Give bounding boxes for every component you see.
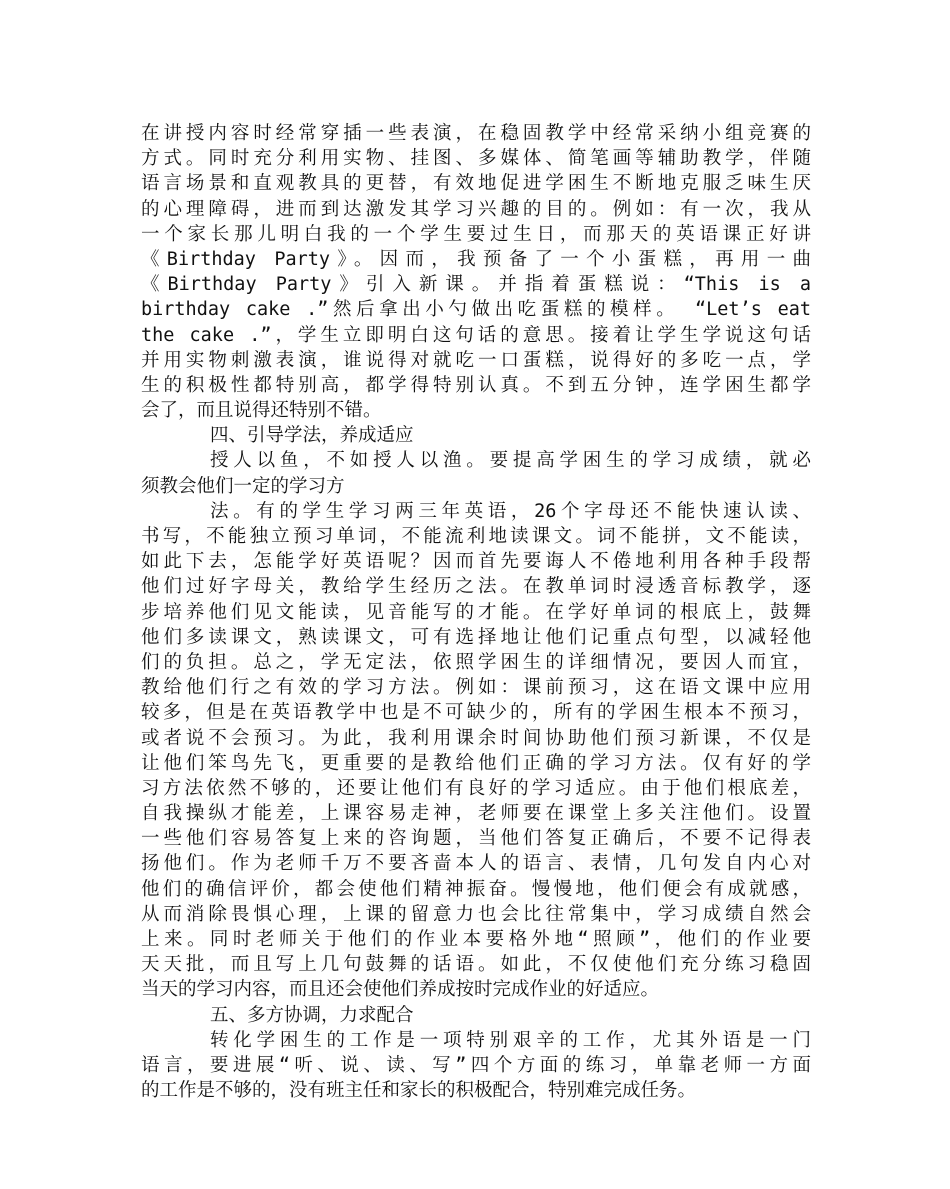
text-line: 会了，而且说得还特别不错。 <box>141 400 382 422</box>
text-line: 五、多方协调，力求配合 <box>210 1004 414 1026</box>
text-line: 或者说不会预习。为此，我利用课余时间协助他们预习新课，不仅是 <box>141 727 811 749</box>
text-line: 四、引导学法，养成适应 <box>210 425 414 447</box>
text-line: 们的负担。总之，学无定法，依照学困生的详细情况，要因人而宜， <box>141 651 811 673</box>
text-line: 的心理障碍，进而到达激发其学习兴趣的目的。例如：有一次，我从 <box>141 198 811 220</box>
text-line: 语言，要进展“听、说、读、写”四个方面的练习，单靠老师一方面 <box>141 1054 811 1076</box>
text-line: 如此下去，怎能学好英语呢？因而首先要诲人不倦地利用各种手段帮 <box>141 551 811 573</box>
text-line: 较多，但是在英语教学中也是不可缺少的，所有的学困生根本不预习， <box>141 702 811 724</box>
text-line: 扬他们。作为老师千万不要吝啬本人的语言、表情，几句发自内心对 <box>141 853 811 875</box>
text-line: 习方法依然不够的，还要让他们有良好的学习适应。由于他们根底差， <box>141 777 811 799</box>
text-line: 《Birthday Party》引入新课。并指着蛋糕说：“This is a <box>141 274 811 296</box>
text-line: 方式。同时充分利用实物、挂图、多媒体、简笔画等辅助教学，伴随 <box>141 148 811 170</box>
text-line: 上来。同时老师关于他们的作业本要格外地“照顾”，他们的作业要 <box>141 929 811 950</box>
text-line: 他们过好字母关，教给学生经历之法。在教单词时浸透音标教学，逐 <box>141 576 811 598</box>
text-line: 须教会他们一定的学习方 <box>141 475 345 497</box>
text-line: 法。有的学生学习两三年英语，26个字母还不能快速认读、 <box>210 500 811 522</box>
text-line: the cake .”，学生立即明白这句话的意思。接着让学生学说这句话 <box>141 324 811 346</box>
text-line: 生的积极性都特别高，都学得特别认真。不到五分钟，连学困生都学 <box>141 374 811 396</box>
text-line: 自我操纵才能差，上课容易走神，老师要在课堂上多关注他们。设置 <box>141 803 811 825</box>
text-line: 天天批，而且写上几句鼓舞的话语。如此，不仅使他们充分练习稳固 <box>141 954 811 976</box>
text-line: 他们多读课文，熟读课文，可有选择地让他们记重点句型，以减轻他 <box>141 626 811 648</box>
text-line: 并用实物刺激表演，谁说得对就吃一口蛋糕，说得好的多吃一点，学 <box>141 349 811 371</box>
text-line: 当天的学习内容，而且还会使他们养成按时完成作业的好适应。 <box>141 979 660 1001</box>
text-line: 书写，不能独立预习单词，不能流利地读课文。词不能拼，文不能读， <box>141 526 811 547</box>
text-line: 转化学困生的工作是一项特别艰辛的工作，尤其外语是一门 <box>210 1029 811 1051</box>
text-line: 在讲授内容时经常穿插一些表演，在稳固教学中经常采纳小组竞赛的 <box>141 123 811 144</box>
body-text <box>141 121 811 1103</box>
text-line: 从而消除畏惧心理，上课的留意力也会比往常集中，学习成绩自然会 <box>141 903 811 925</box>
text-line: 他们的确信评价，都会使他们精神振奋。慢慢地，他们便会有成就感， <box>141 878 811 900</box>
text-line: 语言场景和直观教具的更替，有效地促进学困生不断地克服乏味生厌 <box>141 173 811 195</box>
text-line: 的工作是不够的，没有班主任和家长的积极配合，特别难完成任务。 <box>141 1080 697 1102</box>
text-line: 一个家长那儿明白我的一个学生要过生日，而那天的英语课正好讲 <box>141 223 811 245</box>
text-line: birthday cake .”然后拿出小勺做出吃蛋糕的模样。 “Let’s eat <box>141 299 811 321</box>
text-line: 《Birthday Party》。因而，我预备了一个小蛋糕，再用一曲 <box>141 248 811 270</box>
text-line: 授人以鱼，不如授人以渔。要提高学困生的学习成绩，就必 <box>210 450 811 472</box>
text-line: 一些他们容易答复上来的咨询题，当他们答复正确后，不要不记得表 <box>141 828 811 850</box>
text-line: 让他们笨鸟先飞，更重要的是教给他们正确的学习方法。仅有好的学 <box>141 752 811 774</box>
text-line: 教给他们行之有效的学习方法。例如：课前预习，这在语文课中应用 <box>141 677 811 699</box>
text-line: 步培养他们见文能读，见音能写的才能。在学好单词的根底上，鼓舞 <box>141 601 811 623</box>
